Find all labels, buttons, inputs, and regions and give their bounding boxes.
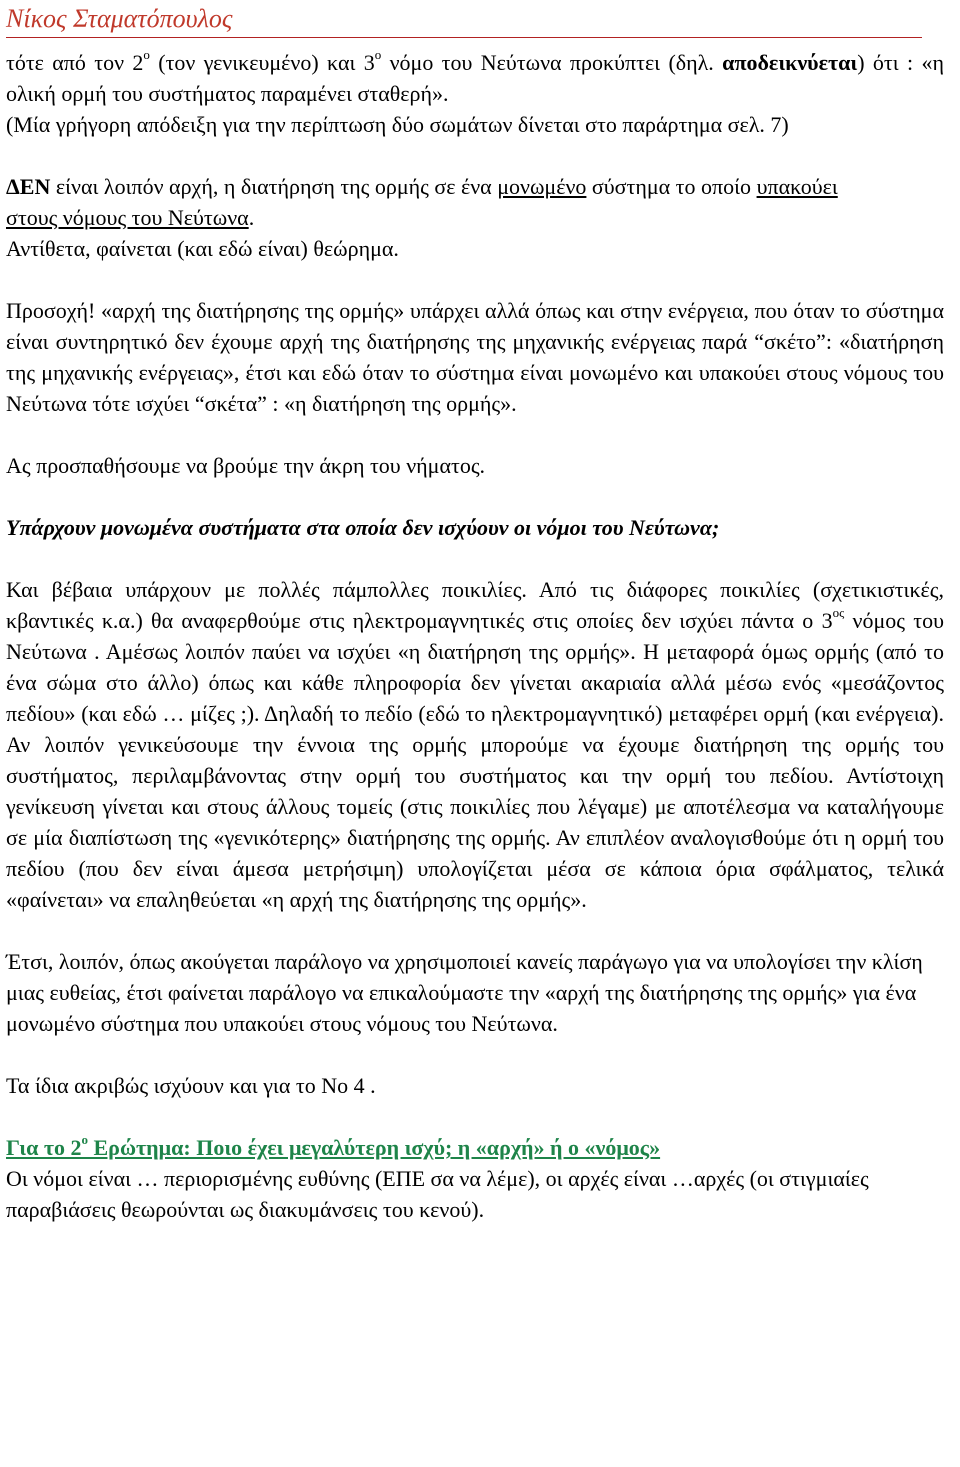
- paragraph-2: (Μία γρήγορη απόδειξη για την περίπτωση δύο σωμάτων δίνεται στο παράρτημα σελ. 7): [6, 112, 789, 137]
- paragraph-5: Προσοχή! «αρχή της διατήρησης της ορμής» υπάρχει αλλά όπως και στην ενέργεια, που όταν το σύστημα είναι συντηρητικό δεν έχουμε αρχή της διατήρησης της μηχανικής ενέργειας παρά “σκέτο”: «διατήρηση της μηχανικής ενέργειας», έτσι και εδώ όταν το σύστημα είναι μονωμένο και υπακούει στους νόμους του Νεύτωνα τότε ισχύει “σκέτα” : «η διατήρηση της ορμής».: [6, 298, 944, 416]
- paragraph-8: Και βέβαια υπάρχουν με πολλές πάμπολλες ποικιλίες. Από τις διάφορες ποικιλίες (σχετικιστικές, κβαντικές κ.α.) θα αναφερθούμε στις ηλεκτρομαγνητικές στις οποίες δεν ισχύει πάντα ο $3^{o\varsigma}$ νόμος του Νεύτωνα . Αμέσως λοιπόν παύει να ισχύει «η διατήρηση της ορμής». Η μεταφορά όμως ορμής (από το ένα σώμα στο άλλο) όπως και κάθε πληροφορία δεν γίνεται ακαριαία αλλά μέσω ενός «μεσάζοντος πεδίου» (και εδώ … μίζες ;). Δηλαδή το πεδίο (εδώ το ηλεκτρομαγνητικό) μεταφέρει ορμή (και ενέργεια). Αν λοιπόν γενικεύσουμε την έννοια της ορμής μπορούμε να έχουμε διατήρηση της ορμής του συστήματος, περιλαμβάνοντας στην ορμή του συστήματος και την ορμή του πεδίου. Αντίστοιχη γενίκευση γίνεται και στους άλλους τομείς (στις ποικιλίες που λέγαμε) με αποτέλεσμα να καταλήγουμε σε μία διαπίστωση της «γενικότερης» διατήρησης της ορμής. Αν επιπλέον αναλογισθούμε ότι η ορμή του πεδίου (που δεν είναι άμεσα μετρήσιμη) υπολογίζεται μέσα σε κάποια όρια σφάλματος, τελικά «φαίνεται» να επαληθεύεται «η αρχή της διατήρησης της ορμής».: [6, 577, 944, 912]
- paragraph-3: ΔΕΝ είναι λοιπόν αρχή, η διατήρηση της ορμής σε ένα μονωμένο σύστημα το οποίο υπακούει στους νόμους του Νεύτωνα.: [6, 174, 838, 230]
- section-question: Υπάρχουν μονωμένα συστήματα στα οποία δεν ισχύουν οι νόμοι του Νεύτωνα;: [6, 515, 720, 540]
- paragraph-6: Ας προσπαθήσουμε να βρούμε την άκρη του νήματος.: [6, 453, 486, 478]
- author-name: Νίκος Σταματόπουλος: [6, 4, 233, 33]
- page-header: [6, 0, 922, 38]
- paragraph-10: Τα ίδια ακριβώς ισχύουν και για το Νο 4 .: [6, 1073, 376, 1098]
- paragraph-1: τότε από τον $2^o$ (τον γενικευμένο) και $3^o$ νόμο του Νεύτωνα προκύπτει (δηλ. αποδεικνύεται) ότι : «η ολική ορμή του συστήματος παραμένει σταθερή».: [6, 47, 945, 106]
- paragraph-9: Έτσι, λοιπόν, όπως ακούγεται παράλογο να χρησιμοποιεί κανείς παράγωγο για να υπολογίσει την κλίση μιας ευθείας, έτσι φαίνεται παράλογο να επικαλούμαστε την «αρχή της διατήρησης της ορμής» για ένα μονωμένο σύστημα που υπακούει στους νόμους του Νεύτωνα.: [6, 949, 923, 1036]
- paragraph-4: Αντίθετα, φαίνεται (και εδώ είναι) θεώρημα.: [6, 236, 399, 261]
- question-2-heading: Για το $2^o$ Ερώτημα: Ποιο έχει μεγαλύτερη ισχύ; η «αρχή» ή ο «νόμος»: [6, 1132, 661, 1160]
- paragraph-12: Οι νόμοι είναι … περιορισμένης ευθύνης (ΕΠΕ σα να λέμε), οι αρχές είναι …αρχές (οι στιγμιαίες παραβιάσεις θεωρούνται ως διακυμάνσεις του κενού).: [6, 1166, 869, 1222]
